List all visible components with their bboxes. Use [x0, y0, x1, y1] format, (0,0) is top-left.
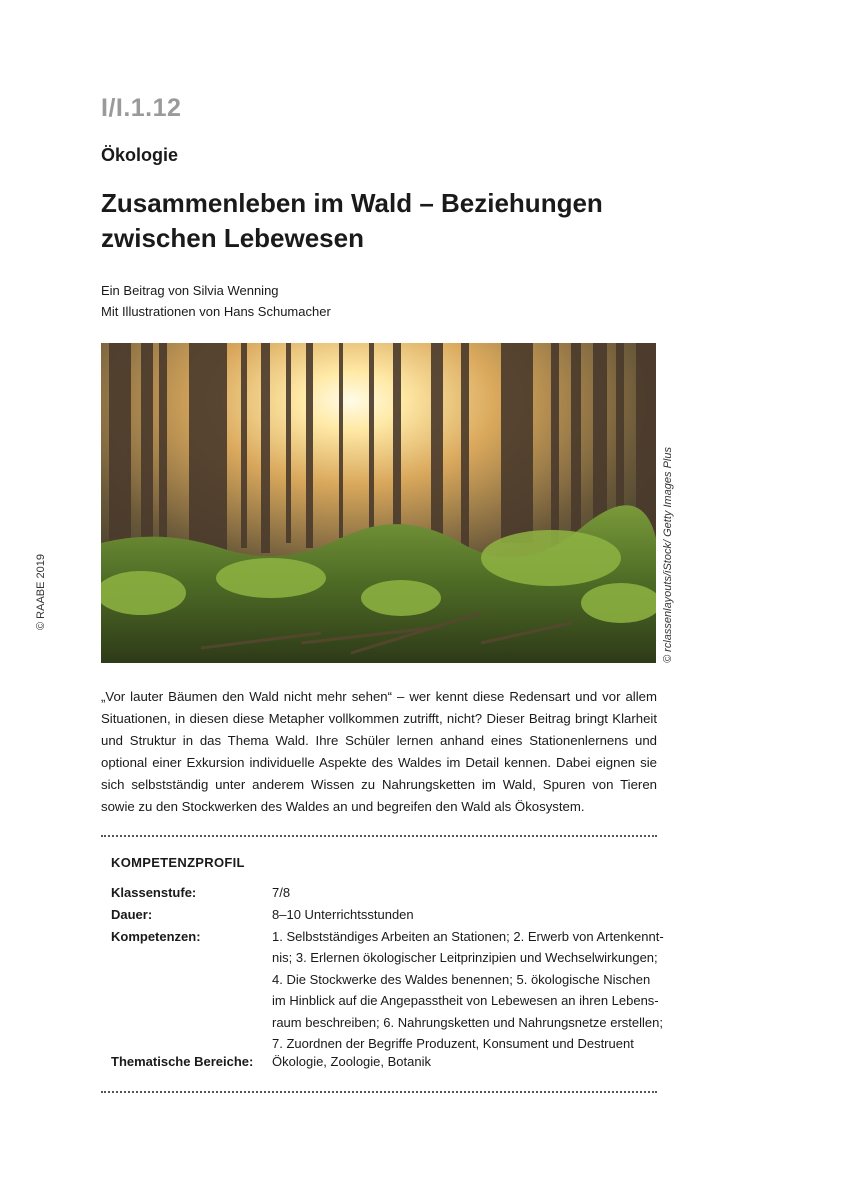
forest-photo: [101, 343, 656, 663]
illustrator-line: Mit Illustrationen von Hans Schumacher: [101, 304, 331, 319]
kompetenzen-line-4: im Hinblick auf die Angepasstheit von Lebewesen an ihren Lebens-: [272, 993, 659, 1009]
kompetenzen-line-6: 7. Zuordnen der Begriffe Produzent, Konsument und Destruent: [272, 1036, 634, 1052]
document-code: I/I.1.12: [101, 94, 182, 122]
bereiche-value: Ökologie, Zoologie, Botanik: [272, 1054, 431, 1069]
divider-bottom: [101, 1091, 657, 1093]
kompetenzen-label: Kompetenzen:: [111, 929, 201, 944]
page-title: [101, 186, 661, 256]
subject-heading: Ökologie: [101, 145, 179, 165]
dauer-label: Dauer:: [111, 907, 153, 922]
author-line: Ein Beitrag von Silvia Wenning: [101, 283, 279, 298]
forest-photo-illustration: [101, 343, 656, 663]
kompetenzen-line-2: nis; 3. Erlernen ökologischer Leitprinzipien und Wechselwirkungen;: [272, 950, 658, 966]
kompetenzen-value: [272, 926, 664, 1054]
klassenstufe-value: 7/8: [272, 885, 291, 900]
copyright-note: © RAABE 2019: [35, 554, 47, 630]
kompetenzen-line-3: 4. Die Stockwerke des Waldes benennen; 5. ökologische Nischen: [272, 971, 651, 987]
title-line-2: zwischen Lebewesen: [101, 223, 364, 253]
kompetenzprofil-heading: KOMPETENZPROFIL: [111, 855, 245, 870]
kompetenzen-line-5: raum beschreiben; 6. Nahrungsketten und Nahrungsnetze erstellen;: [272, 1014, 663, 1030]
intro-paragraph: „Vor lauter Bäumen den Wald nicht mehr sehen“ – wer kennt diese Redensart und vor allem Situationen, in diesen diese Metapher vollkommen zutrifft, nicht? Dieser Beitrag bringt Klarheit und Struktur in das Thema Wald. Ihre Schüler lernen anhand eines Stationenlernens und optional einer Exkursion individuelle Aspekte des Waldes im Detail kennen. Dabei eignen sie sich selbstständig unter anderem Wissen zu Nahrungsketten im Wald, Spuren von Tieren sowie zu den Stockwerken des Waldes an und begreifen den Wald als Ökosystem.: [101, 689, 657, 814]
dauer-value: 8–10 Unterrichtsstunden: [272, 907, 414, 922]
title-line-1: Zusammenleben im Wald – Beziehungen: [101, 188, 603, 218]
byline: [101, 280, 331, 322]
image-credit: © rclassenlayouts/iStock/ Getty Images Plus: [662, 447, 674, 663]
bereiche-label: Thematische Bereiche:: [111, 1054, 254, 1069]
kompetenzen-line-1: 1. Selbstständiges Arbeiten an Stationen; 2. Erwerb von Artenkennt-: [272, 929, 664, 944]
klassenstufe-label: Klassenstufe:: [111, 885, 197, 900]
divider-top: [101, 835, 657, 837]
